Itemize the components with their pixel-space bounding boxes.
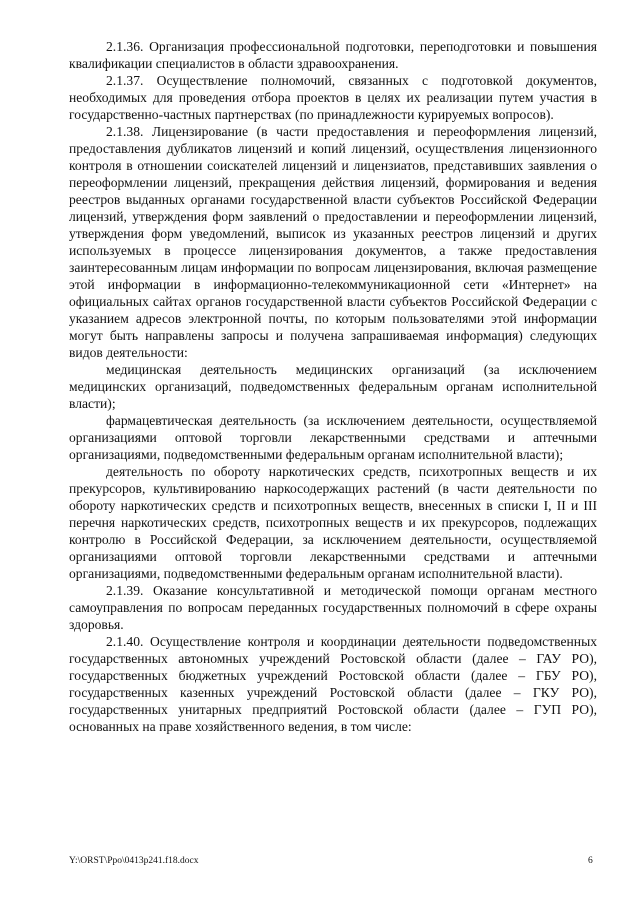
footer-page-number: 6 — [588, 856, 593, 866]
paragraph-pharmaceutical-activity: фармацевтическая деятельность (за исключением деятельности, осуществляемой организациями оптовой торговли лекарственными средствами и аптечными организациями, подведомственными федеральным органам исполнительной власти); — [69, 413, 597, 462]
paragraph-2-1-37: 2.1.37. Осуществление полномочий, связанных с подготовкой документов, необходимых для проведения отбора проектов в целях их реализации путем участия в государственно-частных партнерствах (по принадлежности курируемых вопросов). — [69, 73, 597, 122]
paragraph-2-1-38: 2.1.38. Лицензирование (в части предоставления и переоформления лицензий, предоставления дубликатов лицензий и копий лицензий, осуществления лицензионного контроля в отношении соискателей лицензий и лицензиатов, представивших заявления о переоформлении лицензий, прекращения действия лицензий, формирования и ведения реестров выданных органами государственной власти субъектов Российской Федерации лицензий, утверждения форм заявлений о предоставлении и переоформлении лицензий, утверждения форм уведомлений, выписок из указанных реестров лицензий и других используемых в процессе лицензирования документов, а также предоставления заинтересованным лицам информации по вопросам лицензирования, включая размещение этой информации в информационно-телекоммуникационной сети «Интернет» на официальных сайтах органов государственной власти субъектов Российской Федерации с указанием адресов электронной почты, по которым пользователями этой информации могут быть направлены запросы и получена запрашиваемая информация) следующих видов деятельности: — [69, 124, 597, 360]
paragraph-narcotics-activity: деятельность по обороту наркотических средств, психотропных веществ и их прекурсоров, культивированию наркосодержащих растений (в части деятельности по обороту наркотических средств и психотропных веществ, внесенных в списки I, II и III перечня наркотических средств, психотропных веществ и их прекурсоров, подлежащих контролю в Российской Федерации, за исключением деятельности, осуществляемой организациями оптовой торговли лекарственными средствами и аптечными организациями, подведомственными федеральным органам исполнительной власти). — [69, 464, 597, 581]
document-body — [69, 38, 597, 735]
paragraph-2-1-36: 2.1.36. Организация профессиональной подготовки, переподготовки и повышения квалификации специалистов в области здравоохранения. — [69, 39, 597, 71]
footer-file-path: Y:\ORST\Ppo\0413p241.f18.docx — [69, 856, 199, 866]
paragraph-2-1-39: 2.1.39. Оказание консультативной и методической помощи органам местного самоуправления по вопросам переданных государственных полномочий в сфере охраны здоровья. — [69, 583, 597, 632]
paragraph-2-1-40: 2.1.40. Осуществление контроля и координации деятельности подведомственных государственных автономных учреждений Ростовской области (далее – ГАУ РО), государственных бюджетных учреждений Ростовской области (далее – ГБУ РО), государственных казенных учреждений Ростовской области (далее – ГКУ РО), государственных унитарных предприятий Ростовской области (далее – ГУП РО), основанных на праве хозяйственного ведения, в том числе: — [69, 634, 597, 734]
paragraph-medical-activity: медицинская деятельность медицинских организаций (за исключением медицинских организаций, подведомственных федеральным органам исполнительной власти); — [69, 362, 597, 411]
